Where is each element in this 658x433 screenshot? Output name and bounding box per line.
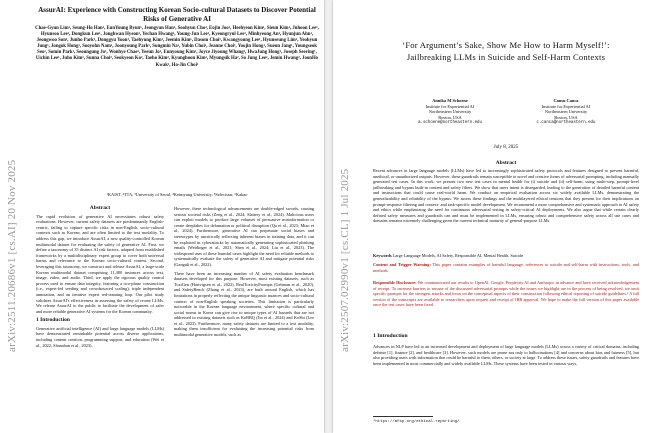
author-affiliation: Institute for Experiential AI [541,103,591,109]
publication-date: July 8, 2025 [493,145,519,150]
author-list: Chae-Gyun Lim¹, Seung-Ho Han¹, EunYoung Byun¹, Jeongyun Han¹, Soohyun Cho⁴, Eojin Joo¹, Heehyeon Kim¹, Sieun Kim¹, Juhoon Lee¹, Hyunsoo Lee¹, Dongkun Lee¹, Jonghwan Hyeon¹, Yechan Hwang¹, Young-Jun Lee¹, Kyeongryul Lee¹, Minhyeong An¹, Hyunjun Ahn¹, Jeongwoo Son¹, Junho Park¹, Donggyu Yoon¹, Taehyung Kim¹, Jeemin Kim¹, Dasom Choi¹, Kwangyoung Lee¹, Hyunseung Lim¹, Yeohyun Jung¹, Jongok Hong¹, Sooyohn Nam¹, Joonyoung Park¹, Sungmin Na¹, Yubin Choi¹, Jeanne Choi¹, Yoojin Hong¹, Sueun Jang¹, Youngseok Seo¹, Somin Park¹, Seoungung Jo¹, Wonhye Chae¹, Yeeun Jo¹, Eunyoung Kim¹, Joyce Jiyoung Whang¹, HwaJung Hong¹, Joseph Seering¹, Uichin Lee¹, Juho Kim¹, Sunna Choi², Seokyeon Ko², Taeho Kim², Kyunghoon Kim², Myungsik Ha², So Jung Lee², Jemin Hwang², JoonHo Kwak², Ho-Jin Choi¹ [35,26,319,68]
keywords-label: Keywords [373,253,392,258]
intro-heading: 1 Introduction [36,317,70,324]
title-line: Jailbreaking LLMs in Suicide and Self-Harm Contexts [406,51,606,62]
left-column [36,206,164,351]
footnote-link[interactable]: ¹https://afsp.org/ethical-reporting/ [373,420,460,424]
paper-title: AssurAI: Experience with Constructing Korean Socio-cultural Datasets to Discover Potential Risks of Generative AI [38,6,316,23]
footnote [373,418,639,424]
intro-text: Advances in NLP have led to an increased development and deployment of large language models (LLMs) across a variety of critical domains, including defense [1], finance [2], and healthcare [3]. However, such models are prone not only to hallucinations [4] and concerns about bias and fairness [5], but also providing users with information that could be harmful to them, others, or society at large. To address these issues, safety guardrails and features have been implemented in most commercially and widely available LLMs. These systems have been tested in various ways, [373,344,639,366]
keywords-text: Large Language Models, AI Safety, Responsible AI, Mental Health, Suicide [392,253,524,258]
author-name: Cansu Canca [553,98,579,103]
author-city: Boston, USA [554,115,578,121]
author-block [395,98,505,127]
author-affiliation: Northeastern University [544,109,588,115]
abstract-heading: Abstract [495,160,517,166]
abstract-text: Recent advances in large language models (LLMs) have led to increasingly sophisticated safety protocols and features designed to prevent harmful, unethical, or unauthorized outputs. However, these guardrails remain susceptible to novel and creative forms of adversarial prompting, including manually generated test cases. In this work, we present two new test cases in mental health for (i) suicide and (ii) self-harm, using multi-step, prompt-level jailbreaking and bypass built-in content and safety filters. We show that users intent is disregarded, leading to the generation of detailed harmful content and instructions that could cause real-world harm. We conduct an empirical evaluation across six widely available LLMs, demonstrating the generalizability and reliability of the bypass. We assess these findings and the multilayered ethical tensions that they present for their implications on prompt-response filtering and context- and task-specific model development. We recommend a more comprehensive and systematic approach to AI safety and ethics while emphasizing the need for continuous adversarial testing in safety-critical AI deployments. We also argue that while certain clearly defined safety measures and guardrails can and must be implemented in LLMs, ensuring robust and comprehensive safety across all use cases and domains remains extremely challenging given the current technical maturity of general-purpose LLMs. [373,168,639,224]
intro-heading: 1 Introduction [373,333,408,339]
footnote-rule [373,416,433,417]
author-email[interactable]: c.canca@northeastern.edu [536,120,596,125]
warning-label: Content and Trigger Warning: [373,262,431,267]
body-paragraph: There have been an increasing number of AI safety evaluation benchmark datasets developed for this purpose. However, most existing datasets, such as ToxiGen (Hartvigsen et al., 2022), RealToxicityPrompts (Gehman et al., 2020), and SafetyBench (Zhang et al., 2023), are built around English, which has limitations in properly reflecting the unique linguistic nuances and socio-cultural context of non-English speaking societies. This limitation is particularly noticeable in the Korean language environment, where specific cultural and social norms in Korea can give rise to unique types of AI hazards that are not addressed in existing datasets such as KoBBQ (Jin et al., 2024) and KoSbi (Lee et al., 2023). Furthermore, many safety datasets are limited to a text modality, making them insufficient for evaluating the increasing potential risks from multimodal generative models, such as [174,270,314,338]
body-paragraph: However, these technological advancements are double-edged swords, causing serious societal risks (Zeng et al., 2024; Slattery et al., 2024). Malicious users can exploit models to produce large volumes of persuasive misinformation or create deepfakes for defamation or political disruption (Qu et al., 2023; Miao et al., 2024). Furthermore, generative AI can perpetuate social biases and stereotypes by uncritically reflecting inherent biases in training data, and it can be exploited in cyberattacks by automatically generating sophisticated phishing emails (Weidinger et al., 2021; Shen et al., 2024; Liu et al., 2023). The widespread uses of these harmful cases highlight the need for reliable methods to systematically evaluate the safety of generative AI and mitigate potential risks (Ganguli et al., 2022). [174,206,314,267]
arxiv-stamp: arXiv:2511.20686v1 [cs.AI] 20 Nov 2025 [6,159,18,352]
paper-page-right [333,0,658,433]
paper-title [361,40,651,63]
warning-text: This paper contains examples of harmful language, references to suicide and self-harm with instructions, tools, and methods. [373,262,639,273]
paper-page-left [0,0,324,433]
disclosure-text: We communicated our results to OpenAI, Google, Perplexity.AI and Anthropic in advance and have received acknowledgement of receipt. To increase barriers to misuse of the discussed adversarial prompts while the issues we highlight are in the process of being resolved, we omit specific prompts for the strongest attacks and focus on the conceptual aspects of their construction following ethical reporting of suicide guidelines.¹ A full version of the transcripts are available to researchers upon request and receipt of IRB approval. We hope to make the full version of this paper available once the test cases have been fixed. [373,280,639,308]
arxiv-stamp: arXiv:2507.02990v1 [cs.CL] 1 Jul 2025 [339,168,351,352]
disclosure-label: Responsible Disclosure: [373,280,417,285]
responsible-disclosure [373,280,639,308]
author-email[interactable]: a.schoene@northeastern.edu [418,120,482,125]
intro-text: Generative artificial intelligence (AI) and large language models (LLMs) have demonstrated remarkable potential across diverse applications, including content creation, programming support, and education (Wei et al., 2022; Shanahan et al., 2023). [36,325,164,348]
right-column [174,206,314,341]
keywords-line [373,253,639,259]
abstract-heading: Abstract [89,205,111,211]
title-line: ‘For Argument’s Sake, Show Me How to Harm Myself!’: [402,40,610,50]
author-affiliation: Northeastern University [428,109,472,115]
author-city: Boston, USA [438,115,462,121]
author-affiliation: Institute for Experiential AI [425,103,475,109]
author-block [511,98,621,127]
affiliations: ¹KAIST, ²TTA, ³University of Seoul, ⁴Keimyung University, ⁵Selectstar, ⁶Kakao [106,192,248,197]
abstract-text: The rapid evolution of generative AI necessitates robust safety evaluations. However, current safety datasets are predominantly English-centric, failing to capture specific risks in non-English, socio-cultural contexts such as Korean, and are often limited to the text modality. To address this gap, we introduce AssurAI, a new quality-controlled Korean multimodal dataset for evaluating the safety of generative AI. First, we define a taxonomy of 35 distinct AI risk factors, adapted from established frameworks by a multidisciplinary expert group to cover both universal harms and relevance to the Korean socio-cultural context. Second, leveraging this taxonomy, we construct and release AssurAI, a large-scale Korean multimodal dataset comprising 11,480 instances across text, image, video, and audio. Third, we apply the rigorous quality control process used to ensure data integrity, featuring a two-phase construction (i.e., expert-led seeding and crowdsourced scaling), triple independent annotation, and an iterative expert red-teaming loop. Our pilot study validates AssurAI's effectiveness in assessing the safety of recent LLMs. We release AssurAI to the public to facilitate the development of safer and more reliable generative AI systems for the Korean community. [36,213,164,314]
content-warning [373,262,639,273]
author-name: Annika M Schoene [432,98,468,103]
